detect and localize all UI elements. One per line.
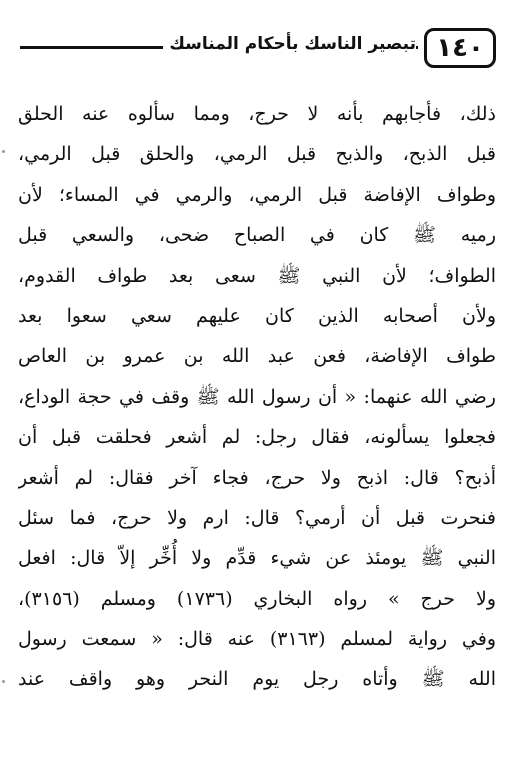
text-line: رضي الله عنهما: « أن رسول الله ﷺ وقف في حجة الوداع، — [18, 385, 496, 408]
text-line: أذبح؟ قال: اذبح ولا حرج، فجاء آخر فقال: لم أشعر — [18, 466, 496, 489]
margin-speck — [2, 680, 5, 683]
text-line: وفي رواية لمسلم (٣١٦٣) عنه قال: « سمعت رسول — [18, 628, 496, 651]
text-line: فنحرت قبل أن أرمي؟ قال: ارم ولا حرج، فما سئل — [18, 506, 496, 529]
margin-speck — [2, 150, 5, 153]
text-line: طواف الإفاضة، فعن عبد الله بن عمرو بن العاص — [18, 345, 496, 368]
running-title-text: تبصير الناسك بأحكام المناسك — [163, 34, 416, 54]
text-line: فجعلوا يسألونه، فقال رجل: لم أشعر فحلقت قبل أن — [18, 426, 496, 449]
text-line: ذلك، فأجابهم بأنه لا حرج، ومما سألوه عنه الحلق — [18, 103, 496, 125]
text-line: الله ﷺ وأتاه رجل يوم النحر وهو واقف عند — [18, 668, 496, 691]
text-line: الطواف؛ لأن النبي ﷺ سعى بعد طواف القدوم، — [18, 264, 496, 287]
text-line: النبي ﷺ يومئذ عن شيء قدِّم ولا أُخِّر إلاّ قال: افعل — [18, 547, 496, 570]
page-header — [20, 28, 496, 76]
text-line: قبل الذبح، والذبح قبل الرمي، والحلق قبل الرمي، — [18, 143, 496, 166]
text-line: وطواف الإفاضة قبل الرمي، والرمي في المساء؛ لأن — [18, 183, 496, 206]
text-line: رميه ﷺ كان في الصباح ضحى، والسعي قبل — [18, 224, 496, 247]
text-line: ولأن أصحابه الذين كان عليهم سعي سعوا بعد — [18, 304, 496, 327]
text-line: ولا حرج » رواه البخاري (١٧٣٦) ومسلم (٣١٥٦)، — [18, 587, 496, 610]
running-title — [163, 34, 416, 54]
page-number: ١٤٠ — [424, 28, 496, 68]
body-text — [18, 94, 496, 700]
